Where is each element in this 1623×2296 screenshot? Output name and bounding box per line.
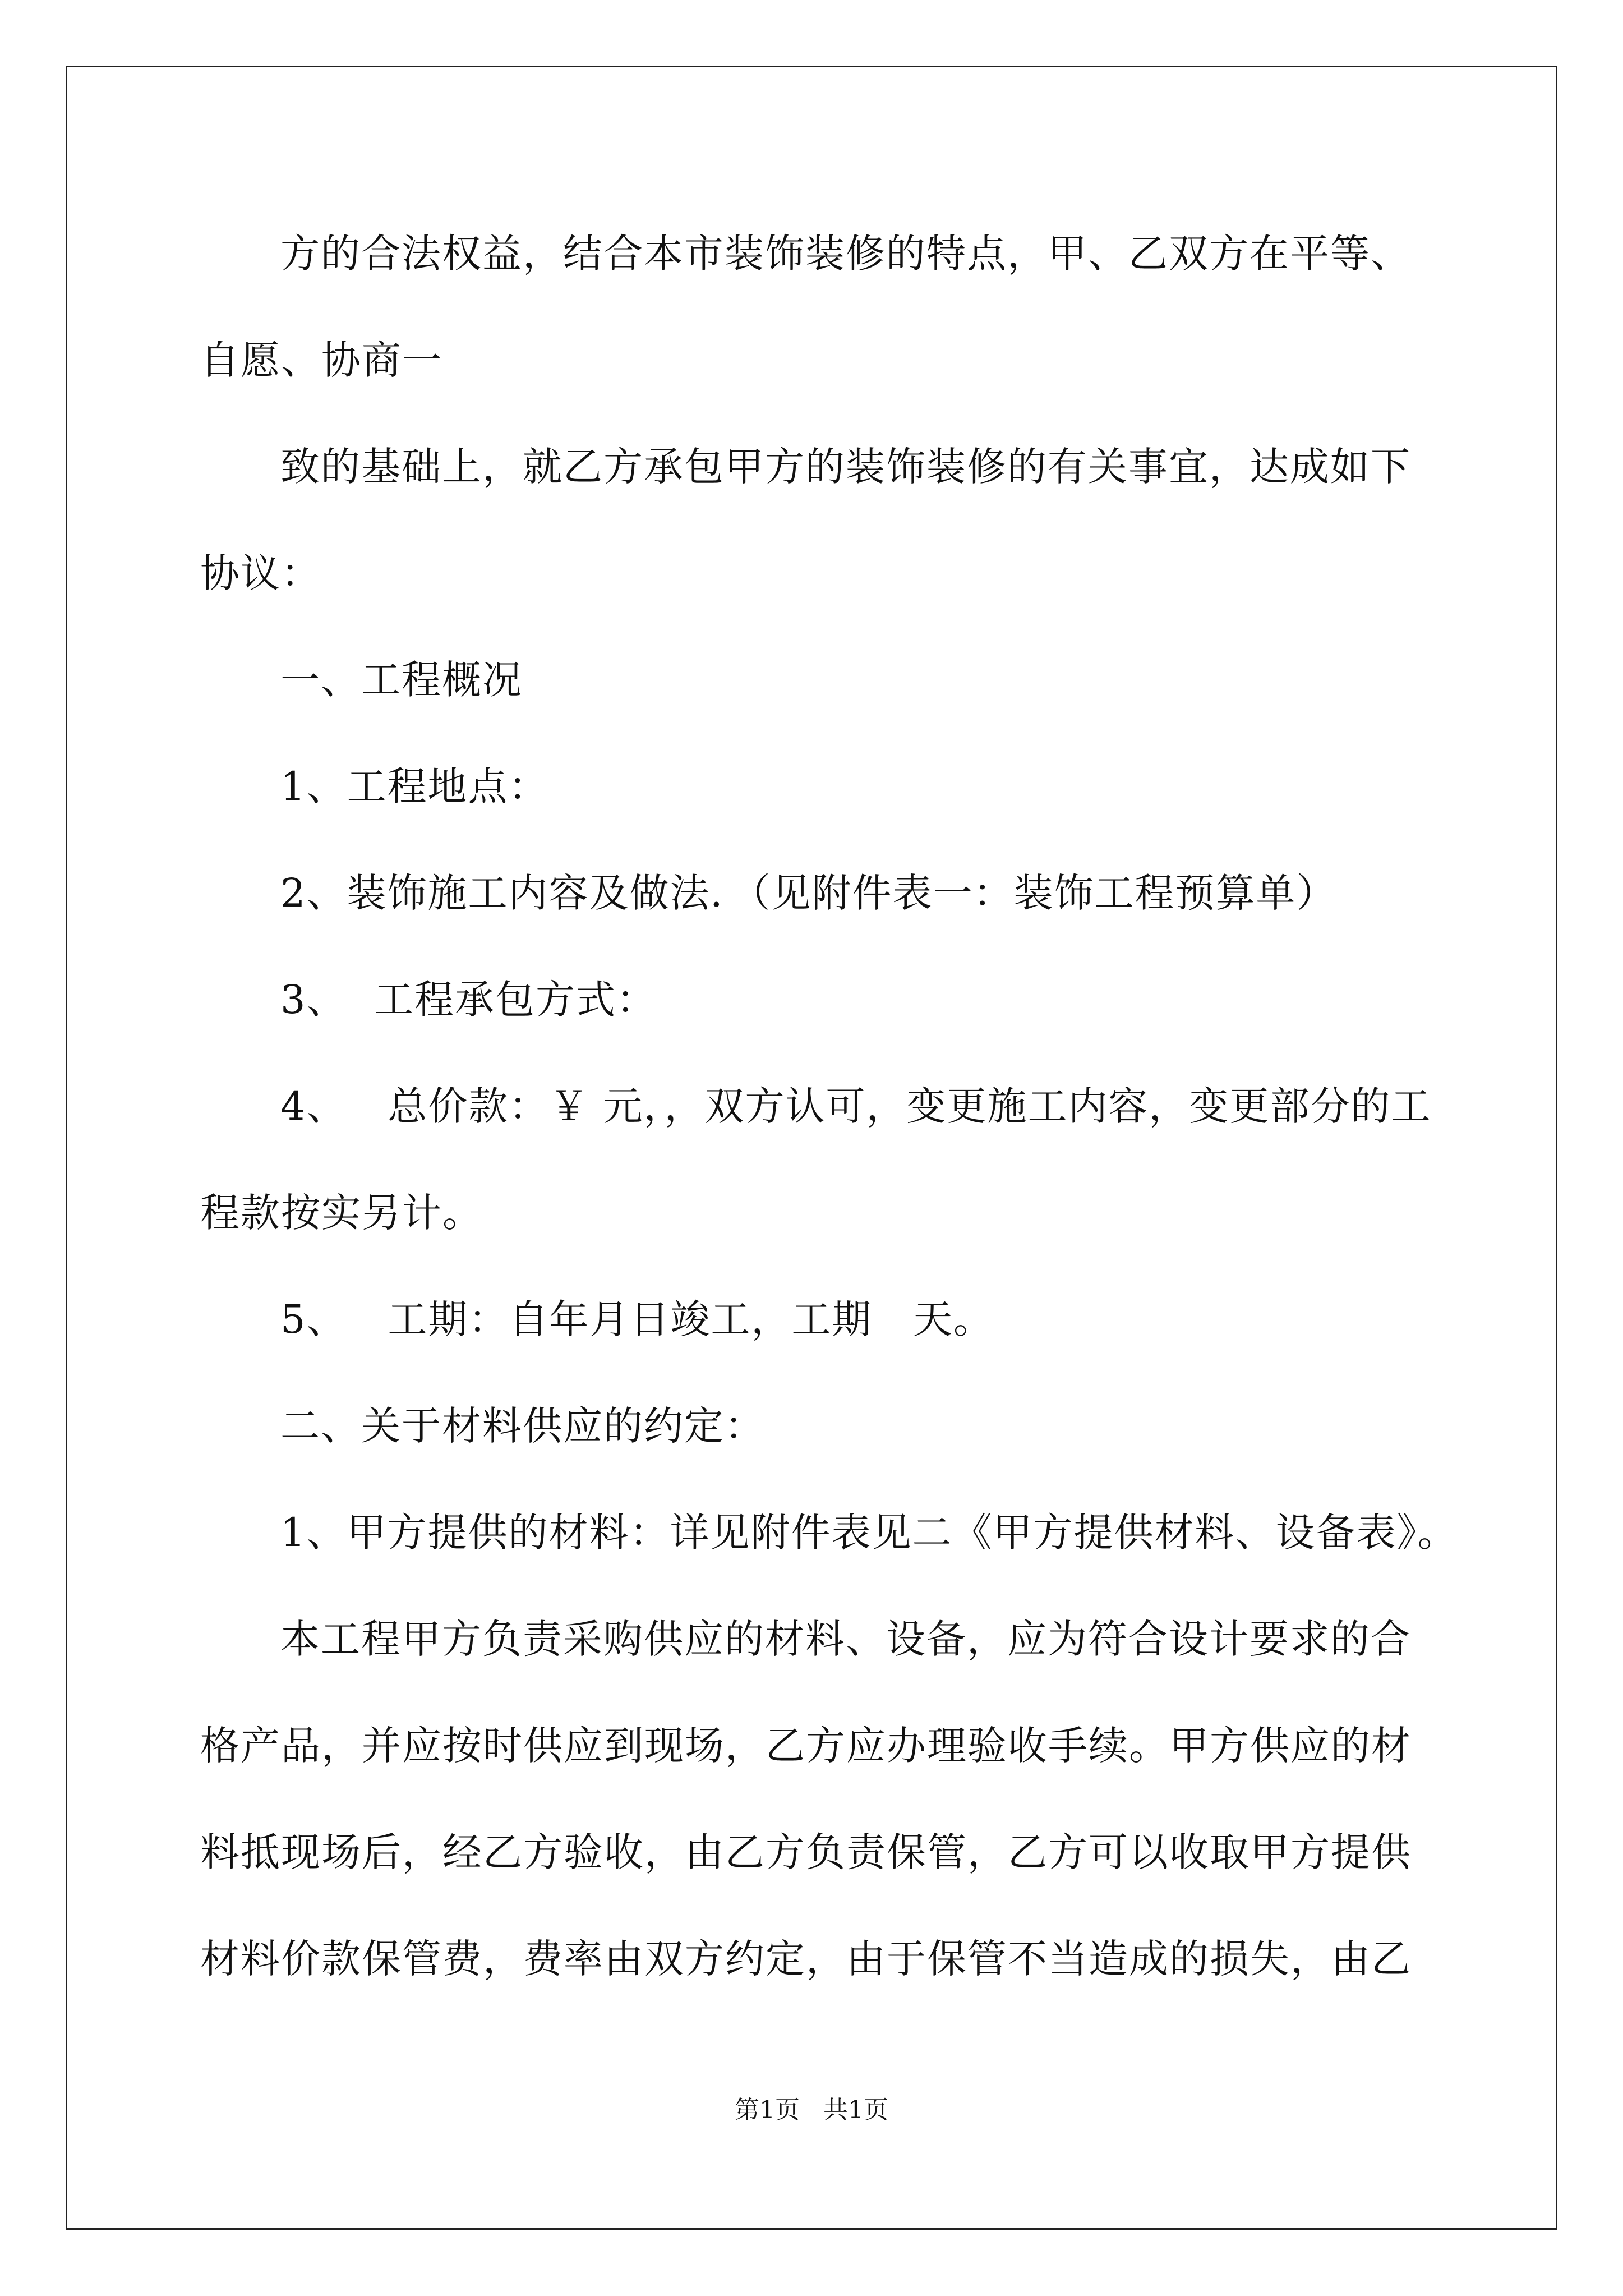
- list-item: 3、 工程承包方式：: [280, 977, 657, 1023]
- list-item: 5、 工期：自年月日竣工，工期 天。: [280, 1296, 994, 1342]
- list-item: 4、 总价款：￥ 元，，双方认可，变更施工内容，变更部分的工: [280, 1083, 1432, 1129]
- section-heading: 一、工程概况: [280, 657, 523, 703]
- paragraph-line: 自愿、协商一: [200, 337, 442, 383]
- paragraph-line: 料抵现场后，经乙方验收，由乙方负责保管，乙方可以收取甲方提供: [200, 1829, 1412, 1875]
- paragraph-line: 程款按实另计。: [200, 1190, 483, 1236]
- paragraph-line: 格产品，并应按时供应到现场，乙方应办理验收手续。甲方供应的材: [200, 1723, 1412, 1769]
- paragraph-line: 协议：: [200, 550, 321, 596]
- paragraph-line: 方的合法权益，结合本市装饰装修的特点，甲、乙双方在平等、: [280, 231, 1411, 277]
- paragraph-line: 材料价款保管费，费率由双方约定，由于保管不当造成的损失，由乙: [200, 1936, 1412, 1982]
- list-item: 1、工程地点：: [280, 763, 549, 809]
- list-item: 1、甲方提供的材料：详见附件表见二《甲方提供材料、设备表》。: [280, 1510, 1458, 1556]
- paragraph-line: 致的基础上，就乙方承包甲方的装饰装修的有关事宜，达成如下: [280, 444, 1411, 490]
- page-border: [66, 66, 1557, 2230]
- list-item: 2、装饰施工内容及做法．（见附件表一：装饰工程预算单）: [280, 870, 1337, 916]
- section-heading: 二、关于材料供应的约定：: [280, 1403, 765, 1449]
- paragraph-line: 本工程甲方负责采购供应的材料、设备，应为符合设计要求的合: [280, 1616, 1411, 1662]
- page-footer: 第1页 共1页: [735, 2096, 888, 2124]
